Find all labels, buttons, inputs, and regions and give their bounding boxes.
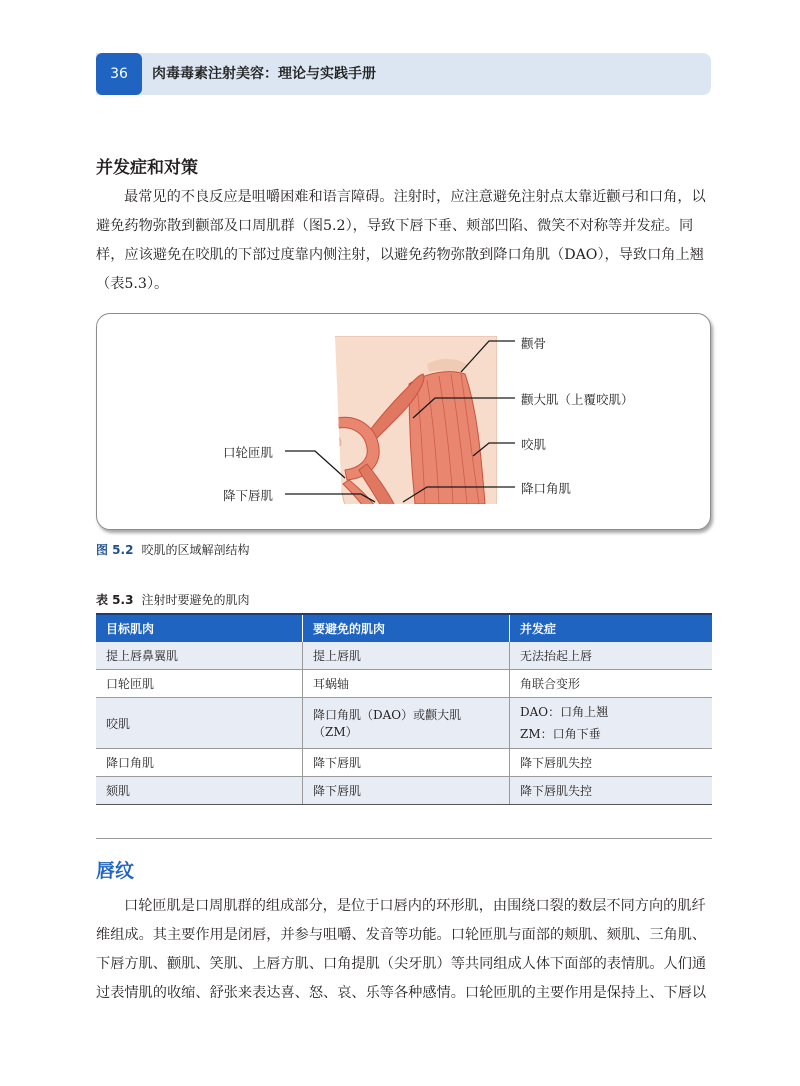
section-divider xyxy=(96,838,712,839)
header-complication: 并发症 xyxy=(510,614,713,642)
paragraph-line: 口轮匝肌是口周肌群的组成部分，是位于口唇内的环形肌，由围绕口裂的数层不同方向的肌纤 xyxy=(124,898,706,914)
muscles-table xyxy=(96,613,712,805)
figure-number: 图 5.2 xyxy=(96,543,134,557)
cell-complication xyxy=(510,698,713,749)
complications-paragraph xyxy=(96,183,712,299)
table-caption xyxy=(96,591,249,608)
anatomy-illustration xyxy=(97,314,710,529)
paragraph-line: 下唇方肌、颧肌、笑肌、上唇方肌、口角提肌（尖牙肌）等共同组成人体下面部的表情肌。人们通 xyxy=(96,956,707,972)
cell-target: 颏肌 xyxy=(96,777,303,805)
table-header-row xyxy=(96,614,712,642)
label-zygoma: 颧骨 xyxy=(521,336,547,351)
cell-target: 咬肌 xyxy=(96,698,303,749)
cell-complication: 角联合变形 xyxy=(510,670,713,698)
cell-avoid: 耳蜗轴 xyxy=(303,670,510,698)
header-avoid-muscle: 要避免的肌肉 xyxy=(303,614,510,642)
paragraph-line: 过表情肌的收缩、舒张来表达喜、怒、哀、乐等各种感情。口轮匝肌的主要作用是保持上、下唇以 xyxy=(96,985,707,1001)
label-masseter: 咬肌 xyxy=(521,437,547,452)
cell-complication: 无法抬起上唇 xyxy=(510,642,713,670)
complication-line: DAO：口角上翘 xyxy=(520,705,609,719)
label-zygomaticus-major: 颧大肌（上覆咬肌） xyxy=(521,392,634,407)
paragraph-line: 维组成。其主要作用是闭唇，并参与咀嚼、发音等功能。口轮匝肌与面部的颊肌、颏肌、三角肌、 xyxy=(96,927,707,943)
cell-complication: 降下唇肌失控 xyxy=(510,749,713,777)
table-number: 表 5.3 xyxy=(96,593,134,607)
figure-frame xyxy=(96,313,711,530)
paragraph-line: 样，应该避免在咬肌的下部过度靠内侧注射，以避免药物弥散到降口角肌（DAO），导致口角上翘 xyxy=(96,247,704,263)
book-title: 肉毒毒素注射美容：理论与实践手册 xyxy=(152,66,376,82)
cell-target: 口轮匝肌 xyxy=(96,670,303,698)
label-orbicularis-oris: 口轮匝肌 xyxy=(223,445,274,460)
complication-line: ZM：口角下垂 xyxy=(520,727,601,741)
cell-avoid: 降下唇肌 xyxy=(303,749,510,777)
table-row xyxy=(96,670,712,698)
paragraph-line: 避免药物弥散到颧部及口周肌群（图5.2），导致下唇下垂、颊部凹陷、微笑不对称等并发症。同 xyxy=(96,218,694,234)
table-caption-text: 注射时要避免的肌肉 xyxy=(141,593,250,607)
cell-avoid: 降下唇肌 xyxy=(303,777,510,805)
cell-target: 提上唇鼻翼肌 xyxy=(96,642,303,670)
section-title-complications: 并发症和对策 xyxy=(96,158,198,178)
label-dao: 降口角肌 xyxy=(521,481,572,496)
cell-complication: 降下唇肌失控 xyxy=(510,777,713,805)
lip-lines-paragraph xyxy=(96,892,712,1008)
cell-avoid: 降口角肌（DAO）或颧大肌（ZM） xyxy=(303,698,510,749)
header-target-muscle: 目标肌肉 xyxy=(96,614,303,642)
label-dli: 降下唇肌 xyxy=(223,488,274,503)
page-number: 36 xyxy=(96,53,142,95)
paragraph-line: （表5.3）。 xyxy=(96,276,169,292)
figure-caption xyxy=(96,541,249,558)
table-row xyxy=(96,777,712,805)
figure-caption-text: 咬肌的区域解剖结构 xyxy=(141,543,250,557)
table-row xyxy=(96,642,712,670)
cell-avoid: 提上唇肌 xyxy=(303,642,510,670)
cell-target: 降口角肌 xyxy=(96,749,303,777)
upper-lip xyxy=(319,418,337,427)
section-title-lip-lines: 唇纹 xyxy=(96,860,135,882)
paragraph-line: 最常见的不良反应是咀嚼困难和语言障碍。注射时，应注意避免注射点太靠近颧弓和口角，以 xyxy=(124,189,706,205)
table-row xyxy=(96,698,712,749)
table-row xyxy=(96,749,712,777)
